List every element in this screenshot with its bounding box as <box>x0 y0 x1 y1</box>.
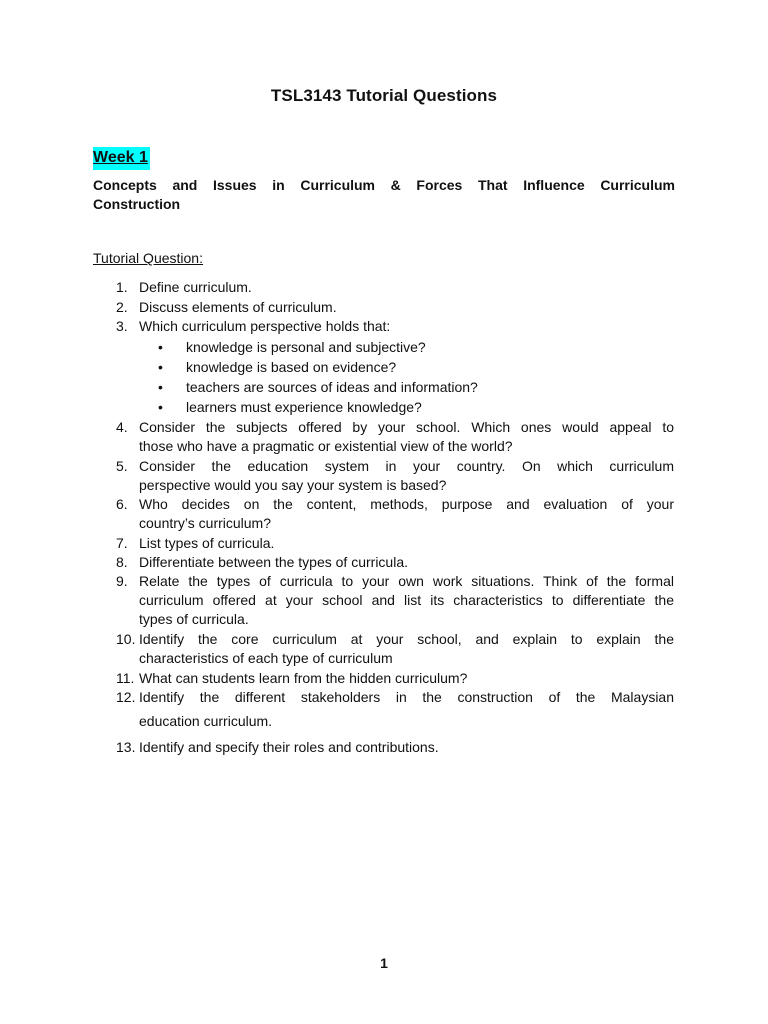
question-line: Which curriculum perspective holds that: <box>139 318 391 334</box>
question-number: 10. <box>116 631 136 647</box>
question-text <box>139 738 674 757</box>
bullet-text: teachers are sources of ideas and information? <box>186 379 478 395</box>
question-text <box>139 572 674 629</box>
question-text <box>139 688 674 731</box>
question-number: 3. <box>116 318 128 334</box>
question-line: country’s curriculum? <box>139 515 272 531</box>
bullet-text: knowledge is personal and subjective? <box>186 339 426 355</box>
question-line: those who have a pragmatic or existential view of the world? <box>139 438 513 454</box>
question-number: 13. <box>116 739 136 755</box>
question-number: 8. <box>116 554 128 570</box>
question-line: Discuss elements of curriculum. <box>139 299 337 315</box>
question-line: curriculum offered at your school and list its characteristics to differentiate the <box>139 592 674 608</box>
topic-heading <box>93 176 675 214</box>
question-text <box>139 553 674 572</box>
question-number: 9. <box>116 573 128 589</box>
question-text <box>139 534 674 553</box>
topic-line-1: Concepts and Issues in Curriculum & Forces That Influence Curriculum <box>93 177 675 193</box>
question-text <box>139 457 674 495</box>
question-line: List types of curricula. <box>139 535 275 551</box>
question-line: Identify the core curriculum at your school, and explain to explain the <box>139 631 674 647</box>
question-text <box>139 630 674 668</box>
bullet-text: knowledge is based on evidence? <box>186 359 397 375</box>
bullet-glyph: • <box>158 379 163 395</box>
question-text <box>139 278 674 297</box>
topic-line-2: Construction <box>93 196 181 212</box>
question-line: perspective would you say your system is based? <box>139 477 447 493</box>
question-line: Consider the education system in your country. On which curriculum <box>139 458 674 474</box>
question-number: 6. <box>116 496 128 512</box>
question-line: Who decides on the content, methods, purpose and evaluation of your <box>139 496 674 512</box>
question-text <box>139 317 674 336</box>
question-line: education curriculum. <box>139 713 273 729</box>
question-text <box>139 298 674 317</box>
bullet-glyph: • <box>158 359 163 375</box>
question-text <box>139 418 674 456</box>
question-line: types of curricula. <box>139 611 249 627</box>
question-line: What can students learn from the hidden curriculum? <box>139 670 468 686</box>
question-text <box>139 495 674 533</box>
page-title: TSL3143 Tutorial Questions <box>270 86 498 105</box>
question-number: 12. <box>116 689 136 705</box>
question-line: Identify the different stakeholders in the construction of the Malaysian <box>139 689 674 705</box>
question-line: Consider the subjects offered by your school. Which ones would appeal to <box>139 419 674 435</box>
question-number: 4. <box>116 419 128 435</box>
page-number: 1 <box>380 955 388 971</box>
bullet-glyph: • <box>158 399 163 415</box>
question-number: 5. <box>116 458 128 474</box>
question-number: 7. <box>116 535 128 551</box>
bullet-text: learners must experience knowledge? <box>186 399 422 415</box>
question-line: Relate the types of curricula to your own work situations. Think of the formal <box>139 573 674 589</box>
week-heading: Week 1 <box>93 147 150 170</box>
question-number: 1. <box>116 279 128 295</box>
question-line: characteristics of each type of curriculum <box>139 650 393 666</box>
question-text <box>139 669 674 688</box>
bullet-glyph: • <box>158 339 163 355</box>
question-line: Differentiate between the types of curricula. <box>139 554 409 570</box>
question-line: Identify and specify their roles and contributions. <box>139 739 439 755</box>
question-number: 2. <box>116 299 128 315</box>
tutorial-label: Tutorial Question: <box>93 250 203 266</box>
question-number: 11. <box>116 670 135 686</box>
question-line: Define curriculum. <box>139 279 252 295</box>
